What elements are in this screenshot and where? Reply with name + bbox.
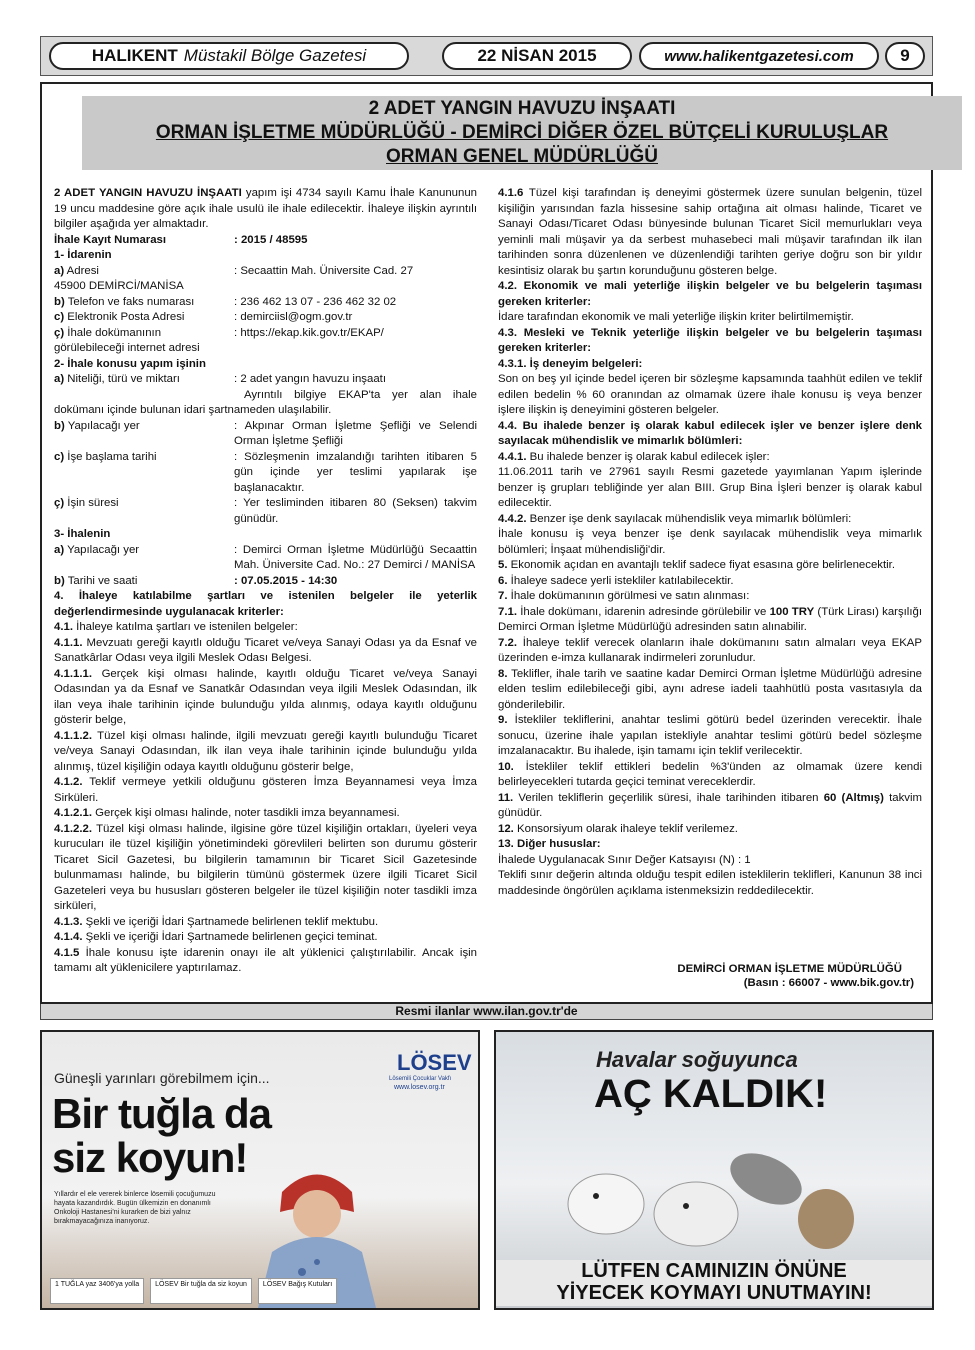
clause-heading: 4.3.1. İş deneyim belgeleri:: [498, 357, 643, 370]
losev-logo: LÖSEV: [397, 1050, 472, 1075]
losev-logo-subtitle: Lösemili Çocuklar Vakfı: [389, 1076, 452, 1082]
notice-right-column: [498, 186, 922, 899]
clause: 4.4.1. Bu ihalede benzer iş olarak kabul edilecek işler:: [498, 450, 770, 463]
clause: 12. Konsorsiyum olarak ihaleye teklif verilemez.: [498, 822, 738, 835]
page-number: 9: [885, 42, 925, 70]
field-address-cont: 45900 DEMİRCİ/MANİSA: [54, 280, 184, 292]
clause: 9. İstekliler tekliflerini, anahtar teslimi götürü bedel üzerinden verecektir. İhale sonucu, üzerine ihale yapılan istekliyle anahtar teslimi götürü bedel sözleşme imzalanacaktır. Bu ihalede, işin tamamı için teklif verilecektir.: [498, 714, 922, 757]
signature-block: [498, 962, 914, 990]
clause: 4.1.5 İhale konusu işte idarenin onayı ile alt yüklenici çalıştırılabilir. Ancak işin tamamı alt yüklenicilere yaptırılamaz.: [54, 946, 477, 974]
section-heading: 2- İhale konusu yapım işinin: [54, 357, 206, 370]
clause: 4.1.2.1. Gerçek kişi olması halinde, noter tasdikli imza beyannamesi.: [54, 807, 400, 819]
clause: 11.06.2011 tarih ve 27961 sayılı Resmi gazetede yayımlanan Yapım işlerinde benzer iş grupları tebliğinde yer alan BIII. Grup Bina İşleri benzer iş olarak kabul edilecektir.: [498, 466, 922, 509]
clause: 6. İhaleye sadece yerli istekliler katılabilecektir.: [498, 574, 734, 587]
notice-title-bar: [82, 96, 962, 170]
field-address: a) Adresi : Secaattin Mah. Üniversite Cad. 27: [54, 264, 414, 277]
field-nature-cont: Ayrıntılı bilgiye EKAP'ta yer alan ihale dokümanı içinde bulunan idari şartnameden ulaşılabilir.: [54, 388, 477, 416]
clause: 7.2. İhaleye teklif verecek olanların ihale dokümanını satın almaları veya EKAP üzerinden e-imza kullanarak indirmeleri zorunludur.: [498, 636, 922, 664]
clause: İhale konusu iş veya benzer işe denk sayılacak mühendislik veya mimarlık bölümleri; İnşaat mühendisliği'dir.: [498, 528, 922, 556]
field-email: c) Elektronik Posta Adresi : demirciisl@ogm.gov.tr: [54, 311, 353, 323]
field-tender-date: b) Tarihi ve saati : 07.05.2015 - 14:30: [54, 574, 338, 587]
ad-headline: Bir tuğla da siz koyun!: [52, 1090, 272, 1181]
clause: 10. İstekliler teklif ettikleri bedelin %3'ünden az olmamak üzere kendi belirleyecekleri tutarda geçici teminat vereceklerdir.: [498, 760, 922, 788]
ad-body-text: Yıllardır el ele vererek binlerce lösemili çocuğumuzu hayata kazandırdık. Bugün ülkemizin en donanımlı Onkoloji Hastanesi'ni kurarken de bizi yalnız bırakmayacağınıza inanıyoruz.: [54, 1191, 216, 1225]
notice-authority: ORMAN İŞLETME MÜDÜRLÜĞÜ - DEMİRCİ DİĞER ÖZEL BÜTÇELİ KURULUŞLAR: [155, 122, 889, 143]
field-phone: b) Telefon ve faks numarası : 236 462 13 07 - 236 462 32 02: [54, 295, 397, 308]
clause: 4.1.4. Şekli ve içeriği İdari Şartnamede belirlenen geçici teminat.: [54, 931, 378, 943]
clause: 7.1. İhale dokümanı, idarenin adresinde görülebilir ve 100 TRY (Türk Lirası) karşılığı Demirci Orman İşletme Müdürlüğü adresinden satın alınabilir.: [498, 605, 922, 633]
ad-tagline: Güneşli yarınları görebilmem için...: [54, 1070, 270, 1086]
losev-url: www.losev.org.tr: [394, 1084, 445, 1091]
field-tender-place: a) Yapılacağı yer : Demirci Orman İşletme Müdürlüğü Secaattin Mah. Üniversite Cad. No.: 27 Demirci / MANİSA: [54, 543, 477, 571]
clause: İdare tarafından ekonomik ve mali yeterliğe ilişkin kriter belirtilmemiştir.: [498, 311, 854, 323]
clause: 5. Ekonomik açıdan en avantajlı teklif sadece fiyat esasına göre belirlenecektir.: [498, 559, 895, 571]
clause: 4.1.6 Tüzel kişi tarafından iş deneyimi göstermek üzere sunulan belgenin, tüzel kişiliğin yarısından fazla hissesine sahip ortağına ait olması halinde, Ticaret ve Sanayi Odası/Ticaret Odası bünyesinde bulunan Ticaret Sicil memurlukları veya yeminli mali müşavir ya da serbest muhasebeci mali müşavir tarafından ilk ilan tarihinden sonra düzenlenen ve düzenlendiği tarihten geriye doğru son bir yıldır kesintisiz olarak bu şartın korunduğunu gösteren belge.: [498, 187, 922, 277]
tender-notice: [40, 82, 933, 1004]
clause-heading: 13. Diğer hususlar:: [498, 838, 601, 850]
clause: 4.1.2.2. Tüzel kişi olması halinde, ilgisine göre tüzel kişiliğin ortakları, üyeleri veya kurucuları ile tüzel kişiliğin yönetimindeki görevlileri belirten son durumu gösterir Ticaret Sicil Gazetesi, bu bilgilerin tamamının bir Ticaret Sicil Gazetesinde bulunmaması halinde, bu bilgilerin tümünü göstermek üzere ilgili Ticaret Sicil Gazeteleri veya bu hususları gösteren belgeler ile tüzel kişiliğin noter tasdikli imza sirküleri,: [54, 822, 477, 912]
clause: Teklifi sınır değerin altında olduğu tespit edilen isteklilerin teklifleri, Kanunun 38 inci maddesinde öngörülen açıklama istenmeksizin reddedilecektir.: [498, 869, 922, 897]
clause: 4.1.3. Şekli ve içeriği İdari Şartnamede belirlenen teklif mektubu.: [54, 915, 379, 928]
animal-feeding-advertisement: [494, 1030, 934, 1310]
issue-date: 22 NİSAN 2015: [442, 42, 632, 70]
clause: 8. Teklifler, ihale tarih ve saatine kadar Demirci Orman İşletme Müdürlüğü adresine elden teslim edilebileceği gibi, aynı adrese iadeli taahhütlü posta vasıtasıyla da gönderilebilir.: [498, 667, 922, 711]
ad-headline: AÇ KALDIK!: [594, 1072, 828, 1116]
signature-authority: DEMİRCİ ORMAN İŞLETME MÜDÜRLÜĞÜ: [677, 963, 902, 975]
section-heading: 4. İhaleye katılabilme şartları ve istenilen belgeler ile yeterlik değerlendirmesinde uygulanacak kriterler:: [54, 590, 477, 618]
notice-directorate: ORMAN GENEL MÜDÜRLÜĞÜ: [386, 146, 658, 167]
section-heading: 3- İhalenin: [54, 528, 111, 540]
field-work-place: b) Yapılacağı yer : Akpınar Orman İşletme Şefliği ve Selendi Orman İşletme Şefliği: [54, 419, 477, 447]
clause: 11. Verilen tekliflerin geçerlilik süresi, ihale tarihinden itibaren 60 (Altmış) takvim günüdür.: [498, 791, 923, 819]
clause: 4.1.1. Mevzuatı gereği kayıtlı olduğu Ticaret ve/veya Sanayi Odası ya da Esnaf ve Sanatkârlar Odası veya ilgili Meslek Odası Belgesi.: [54, 636, 477, 664]
losev-advertisement: [40, 1030, 480, 1310]
donation-badges: [50, 1278, 340, 1304]
notice-title: 2 ADET YANGIN HAVUZU İNŞAATI: [368, 98, 676, 119]
website-url[interactable]: www.halikentgazetesi.com: [639, 42, 879, 70]
clause: İhalede Uygulanacak Sınır Değer Katsayısı (N) : 1: [498, 853, 751, 866]
clause-heading: 4.3. Mesleki ve Teknik yeterliğe ilişkin belgeler ve bu belgelerin taşıması gereken kriterler:: [498, 326, 922, 354]
newspaper-name-bold: HALIKENT: [91, 46, 178, 65]
field-nature: a) Niteliği, türü ve miktarı : 2 adet yangın havuzu inşaatı: [54, 373, 386, 385]
notice-footer: Resmi ilanlar www.ilan.gov.tr'de: [40, 1004, 933, 1020]
clause: 7. İhale dokümanının görülmesi ve satın alınması:: [498, 590, 750, 602]
donation-box-badge: LÖSEV Bağış Kutuları: [258, 1278, 337, 1304]
clause: 4.1.2. Teklif vermeye yetkili olduğunu gösteren İmza Beyannamesi veya İmza Sirküleri.: [54, 776, 477, 804]
sms-badge: 1 TUĞLA yaz 3406'ya yolla: [50, 1278, 144, 1304]
newspaper-name-italic: Müstakil Bölge Gazetesi: [183, 46, 367, 65]
clause: 4.4.2. Benzer işe denk sayılacak mühendislik veya mimarlık bölümleri:: [498, 512, 852, 525]
clause-heading: 4.4. Bu ihalede benzer iş olarak kabul edilecek işler ve benzer işlere denk sayılacak mühendislik ve mimarlık bölümleri:: [498, 419, 922, 447]
ad-banner: LÜTFEN CAMINIZIN ÖNÜNE YİYECEK KOYMAYI UNUTMAYIN!: [496, 1260, 932, 1306]
clause: 4.1.1.1. Gerçek kişi olması halinde, kayıtlı olduğu Ticaret ve/veya Sanayi Odasından ya da Esnaf ve Sanatkâr Odasından veya ilgili Meslek Odasından, ilk ilan veya ihale tarihinin içinde bulunduğu yılda alınmış, odaya kayıtlı olduğunu gösterir belge,: [54, 667, 477, 726]
campaign-badge: LÖSEV Bir tuğla da siz koyun: [150, 1278, 252, 1304]
clause: Son on beş yıl içinde bedel içeren bir sözleşme kapsamında taahhüt edilen ve teklif edilen bedelin % 60 oranından az olmamak üzere ihale konusu iş veya benzer işlere ilişkin iş deneyimini gösteren belgeler.: [498, 373, 922, 416]
field-start-date: c) İşe başlama tarihi : Sözleşmenin imzalandığı tarihten itibaren 5 gün içinde yer teslimi yapılarak işe başlanacaktır.: [54, 450, 477, 494]
signature-press-code: (Basın : 66007 - www.bik.gov.tr): [743, 977, 914, 989]
birds-illustration: [526, 1124, 856, 1254]
field-document-url-cont: görülebileceği internet adresi: [54, 342, 200, 354]
field-duration: ç) İşin süresi : Yer tesliminden itibaren 80 (Seksen) takvim günüdür.: [54, 497, 477, 525]
ad-subheadline: Havalar soğuyunca: [596, 1047, 798, 1072]
notice-left-column: [54, 186, 477, 977]
intro-paragraph: 2 ADET YANGIN HAVUZU İNŞAATI yapım işi 4734 sayılı Kamu İhale Kanununun 19 uncu maddesine göre açık ihale usulü ile ihale edilecektir. İhaleye ilişkin ayrıntılı bilgiler aşağıda yer almaktadır.: [54, 187, 477, 230]
tender-registration: İhale Kayıt Numarası : 2015 / 48595: [54, 233, 308, 246]
page-header: [40, 36, 933, 76]
section-heading: 1- İdarenin: [54, 249, 112, 261]
field-document-url: ç) İhale dokümanının : https://ekap.kik.gov.tr/EKAP/: [54, 326, 384, 339]
newspaper-name: [49, 42, 409, 70]
clause: 4.1.1.2. Tüzel kişi olması halinde, ilgili mevzuatı gereği kayıtlı bulunduğu Ticaret ve/veya Sanayi Odasından, ilk ilan veya ihale tarihinin içinde bulunduğu yılda alınmış, tüzel kişiliğin odaya kayıtlı olduğunu gösterir belge,: [54, 729, 477, 773]
clause-heading: 4.2. Ekonomik ve mali yeterliğe ilişkin belgeler ve bu belgelerin taşıması gereken kriterler:: [498, 280, 922, 308]
clause: 4.1. İhaleye katılma şartları ve istenilen belgeler:: [54, 621, 298, 633]
